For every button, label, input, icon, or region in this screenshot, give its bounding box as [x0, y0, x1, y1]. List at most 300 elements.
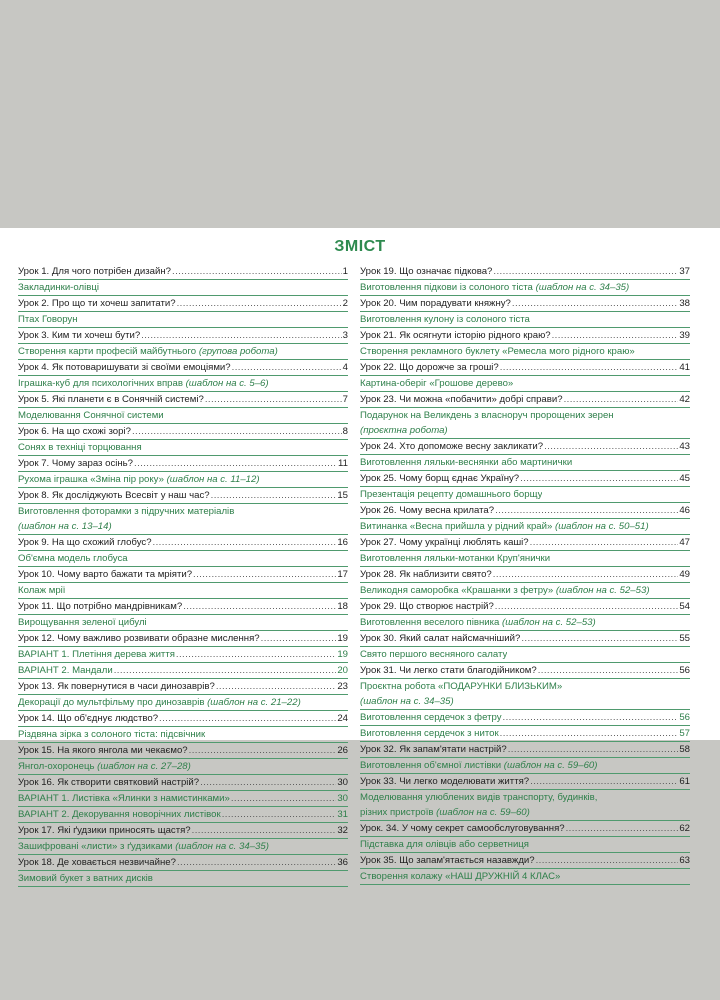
- toc-entry-title: Урок 30. Який салат найсмачніший?: [360, 633, 521, 644]
- toc-entry-title: Урок 23. Чи можна «побачити» добрі справи?: [360, 394, 563, 405]
- toc-line: [360, 312, 690, 327]
- toc-entry-lesson: [360, 264, 690, 280]
- toc-line: [18, 727, 348, 742]
- toc-entry-text: [18, 440, 142, 455]
- toc-line: [18, 392, 348, 407]
- toc-leader-dots: [216, 679, 337, 694]
- toc-line: [360, 837, 690, 852]
- toc-entry-lesson: [18, 456, 348, 472]
- toc-page-number: 46: [679, 505, 690, 516]
- toc-entry-lesson: [360, 503, 690, 519]
- toc-column-left: [18, 264, 348, 887]
- toc-entry-lesson: [360, 853, 690, 869]
- toc-entry-lesson: [18, 488, 348, 504]
- toc-line: [18, 839, 348, 854]
- toc-entry-activity: [360, 519, 690, 535]
- toc-entry-title: Урок 29. Що створює настрій?: [360, 601, 494, 612]
- toc-entry-lesson: [360, 392, 690, 408]
- toc-entry-text: [360, 392, 563, 407]
- toc-entry-subtext: різних пристроїв: [360, 807, 434, 818]
- toc-leader-dots: [566, 821, 679, 836]
- toc-entry-title: Виготовлення ляльки-мотанки Круп'янички: [360, 553, 551, 564]
- toc-entry-text: [18, 871, 153, 886]
- toc-entry-text: [360, 487, 542, 502]
- toc-page-number: 62: [679, 823, 690, 834]
- toc-entry-text: [18, 759, 191, 774]
- toc-entry-activity: [360, 376, 690, 392]
- toc-leader-dots: [521, 631, 678, 646]
- toc-entry-text: [360, 774, 529, 789]
- toc-line: [18, 759, 348, 774]
- toc-entry-text: [360, 631, 520, 646]
- toc-entry-variant: [18, 663, 348, 679]
- toc-entry-title: Урок 4. Як потоваришувати зі своїми емоціями?: [18, 362, 231, 373]
- toc-page-number: 47: [679, 537, 690, 548]
- toc-entry-subline: [360, 694, 690, 709]
- toc-entry-activity: [18, 615, 348, 631]
- toc-entry-title: Урок 17. Які ґудзики приносять щастя?: [18, 825, 191, 836]
- toc-page-number: 19: [337, 649, 348, 660]
- toc-entry-text: [18, 663, 113, 678]
- toc-page-number: 4: [342, 362, 348, 373]
- toc-leader-dots: [508, 742, 679, 757]
- toc-leader-dots: [205, 392, 342, 407]
- toc-entry-title: Рухома іграшка «Зміна пір року»: [18, 474, 164, 485]
- toc-entry-text: [360, 853, 535, 868]
- toc-entry-note: (групова робота): [198, 346, 278, 357]
- toc-entry-text: [18, 631, 260, 646]
- toc-entry-lesson: [18, 775, 348, 791]
- toc-entry-activity: [18, 759, 348, 775]
- toc-entry-title: Створення рекламного буклету «Ремесла мого рідного краю»: [360, 346, 635, 357]
- toc-leader-dots: [141, 328, 341, 343]
- toc-leader-dots: [132, 424, 342, 439]
- toc-entry-activity: [18, 376, 348, 392]
- toc-line: [360, 328, 690, 343]
- toc-line: [360, 869, 690, 884]
- toc-leader-dots: [512, 296, 678, 311]
- toc-entry-note: (шаблон на с. 21–22): [207, 697, 301, 708]
- toc-entry-text: [360, 408, 614, 423]
- toc-entry-title: Декорації до мультфільму про динозаврів: [18, 697, 205, 708]
- toc-entry-text: [18, 535, 152, 550]
- toc-entry-text: [360, 503, 494, 518]
- toc-entry-title: Сонях в техніці торцювання: [18, 442, 142, 453]
- toc-line: [360, 758, 690, 773]
- toc-page-number: 58: [679, 744, 690, 755]
- toc-entry-text: [18, 376, 269, 391]
- toc-entry-lesson: [18, 567, 348, 583]
- toc-entry-note: (шаблон на с. 52–53): [502, 617, 596, 628]
- toc-entry-title: Урок 7. Чому зараз осінь?: [18, 458, 134, 469]
- toc-line: [360, 774, 690, 789]
- toc-entry-text: [18, 855, 176, 870]
- toc-entry-title: Об'ємна модель глобуса: [18, 553, 128, 564]
- toc-page-number: 38: [679, 298, 690, 309]
- toc-line: [360, 567, 690, 582]
- toc-page-number: 43: [679, 441, 690, 452]
- toc-entry-text: [360, 296, 511, 311]
- toc-entry-activity: [18, 727, 348, 743]
- toc-entry-activity: [18, 408, 348, 424]
- toc-entry-lesson: [18, 599, 348, 615]
- toc-entry-activity: [18, 871, 348, 887]
- toc-entry-title: Зимовий букет з ватних дисків: [18, 873, 153, 884]
- toc-entry-title: Виготовлення об'ємної листівки: [360, 760, 502, 771]
- toc-entry-text: [18, 823, 191, 838]
- toc-entry-title: Колаж мрії: [18, 585, 66, 596]
- toc-leader-dots: [538, 663, 679, 678]
- toc-entry-text: [18, 711, 158, 726]
- toc-line: [18, 280, 348, 295]
- toc-entry-lesson: [18, 743, 348, 759]
- toc-leader-dots: [530, 774, 678, 789]
- toc-entry-text: [360, 869, 560, 884]
- toc-page-number: 7: [342, 394, 348, 405]
- toc-entry-text: [18, 328, 140, 343]
- toc-entry-activity: [360, 344, 690, 360]
- toc-entry-text: [360, 583, 650, 598]
- toc-entry-text: [18, 599, 182, 614]
- toc-entry-title: Подарунок на Великдень з власноруч пророщених зерен: [360, 410, 614, 421]
- toc-entry-title: Витинанка «Весна прийшла у рідний край»: [360, 521, 553, 532]
- toc-leader-dots: [495, 503, 678, 518]
- toc-entry-text: [360, 471, 519, 486]
- toc-entry-title: Урок 20. Чим порадувати княжну?: [360, 298, 511, 309]
- toc-leader-dots: [177, 855, 336, 870]
- toc-entry-title: Виготовлення підкови із солоного тіста: [360, 282, 533, 293]
- toc-line: [18, 504, 348, 519]
- toc-line: [18, 855, 348, 870]
- toc-leader-dots: [153, 535, 337, 550]
- toc-page-number: 63: [679, 855, 690, 866]
- toc-line: [18, 567, 348, 582]
- toc-page-number: 23: [337, 681, 348, 692]
- toc-entry-lesson: [18, 392, 348, 408]
- toc-line: [18, 743, 348, 758]
- toc-entry-title: Іграшка-куб для психологічних вправ: [18, 378, 183, 389]
- toc-leader-dots: [189, 743, 337, 758]
- toc-entry-title: Урок. 34. У чому секрет самообслуговування?: [360, 823, 565, 834]
- toc-entry-text: [18, 679, 215, 694]
- toc-leader-dots: [231, 791, 337, 806]
- toc-entry-text: [360, 439, 543, 454]
- toc-entry-title: Урок 15. На якого янгола ми чекаємо?: [18, 745, 188, 756]
- toc-entry-title: Урок 22. Що дорожче за гроші?: [360, 362, 499, 373]
- toc-entry-activity: [360, 615, 690, 631]
- toc-page-number: 49: [679, 569, 690, 580]
- toc-line: [18, 775, 348, 790]
- toc-entry-title: Урок 16. Як створити святковий настрій?: [18, 777, 200, 788]
- toc-entry-activity: [360, 758, 690, 774]
- toc-leader-dots: [530, 535, 679, 550]
- toc-entry-title: Виготовлення кулону із солоного тіста: [360, 314, 530, 325]
- toc-entry-title: Підставка для олівців або серветниця: [360, 839, 529, 850]
- toc-entry-title: Урок 1. Для чого потрібен дизайн?: [18, 266, 171, 277]
- toc-entry-text: [18, 743, 188, 758]
- toc-entry-title: Урок 5. Які планети є в Сонячній системі?: [18, 394, 204, 405]
- toc-entry-title: Урок 21. Як осягнути історію рідного краю?: [360, 330, 551, 341]
- toc-page-number: 15: [337, 490, 348, 501]
- toc-page-number: 8: [342, 426, 348, 437]
- toc-entry-lesson: [18, 631, 348, 647]
- toc-entry-lesson: [360, 663, 690, 679]
- toc-page-number: 56: [679, 712, 690, 723]
- toc-entry-text: [360, 710, 502, 725]
- toc-entry-title: Виготовлення веселого півника: [360, 617, 500, 628]
- toc-entry-title: Урок 12. Чому важливо розвивати образне мислення?: [18, 633, 260, 644]
- toc-entry-text: [18, 424, 131, 439]
- toc-leader-dots: [159, 711, 336, 726]
- page-title: ЗМІСТ: [334, 238, 386, 255]
- toc-page-number: 18: [337, 601, 348, 612]
- toc-line: [18, 456, 348, 471]
- toc-entry-title: Урок 28. Як наблизити свято?: [360, 569, 492, 580]
- toc-entry-title: Урок 2. Про що ти хочеш запитати?: [18, 298, 176, 309]
- toc-entry-title: Урок 11. Що потрібно мандрівникам?: [18, 601, 183, 612]
- toc-leader-dots: [200, 775, 336, 790]
- toc-entry-subtext: (проєктна робота): [360, 425, 448, 436]
- toc-entry-variant: [360, 710, 690, 726]
- toc-entry-activity: [18, 839, 348, 855]
- toc-entry-text: [360, 758, 597, 773]
- toc-entry-activity: [360, 312, 690, 328]
- toc-entry-text: [18, 312, 78, 327]
- toc-entry-activity: [360, 551, 690, 567]
- toc-line: [360, 551, 690, 566]
- toc-line: [360, 742, 690, 757]
- toc-entry-text: [18, 647, 175, 662]
- toc-line: [18, 376, 348, 391]
- toc-page-number: 61: [679, 776, 690, 787]
- toc-entry-text: [360, 599, 494, 614]
- toc-entry-title: Урок 24. Хто допоможе весну закликати?: [360, 441, 544, 452]
- toc-entry-text: [360, 551, 550, 566]
- toc-entry-activity: [18, 551, 348, 567]
- toc-line: [360, 726, 690, 741]
- toc-entry-lesson: [18, 360, 348, 376]
- toc-entry-text: [360, 647, 507, 662]
- toc-entry-lesson: [360, 535, 690, 551]
- toc-entry-lesson: [18, 424, 348, 440]
- toc-entry-title: ВАРІАНТ 2. Мандали: [18, 665, 113, 676]
- toc-entry-text: [360, 615, 596, 630]
- toc-entry-text: [360, 679, 562, 694]
- toc-entry-text: [18, 807, 221, 822]
- toc-entry-title: Урок 14. Що об'єднує людство?: [18, 713, 159, 724]
- toc-entry-note: (шаблон на с. 34–35): [175, 841, 269, 852]
- toc-entry-note: (шаблон на с. 27–28): [97, 761, 191, 772]
- toc-entry-title: Виготовлення фоторамки з підручних матеріалів: [18, 506, 235, 517]
- toc-page-number: 55: [679, 633, 690, 644]
- toc-entry-text: [18, 472, 260, 487]
- toc-line: [360, 821, 690, 836]
- toc-page-number: 1: [342, 266, 348, 277]
- toc-leader-dots: [500, 726, 679, 741]
- toc-line: [18, 424, 348, 439]
- toc-entry-title: Виготовлення сердечок з ниток: [360, 728, 499, 739]
- toc-entry-title: ВАРІАНТ 1. Листівка «Ялинки з намистинками»: [18, 793, 230, 804]
- toc-entry-title: Урок 19. Що означає підкова?: [360, 266, 493, 277]
- toc-entry-title: ВАРІАНТ 1. Плетіння дерева життя: [18, 649, 175, 660]
- toc-line: [18, 663, 348, 678]
- toc-entry-text: [18, 280, 99, 295]
- toc-entry-text: [18, 791, 230, 806]
- book-page: [0, 228, 720, 884]
- toc-entry-activity: [360, 408, 690, 439]
- toc-entry-note: (шаблон на с. 34–35): [535, 282, 630, 293]
- toc-leader-dots: [536, 853, 679, 868]
- toc-line: [18, 296, 348, 311]
- toc-entry-title: Створення карти професій майбутнього: [18, 346, 197, 357]
- toc-leader-dots: [564, 392, 679, 407]
- toc-entry-lesson: [360, 471, 690, 487]
- toc-line: [360, 663, 690, 678]
- toc-page-number: 19: [337, 633, 348, 644]
- toc-entry-activity: [18, 583, 348, 599]
- toc-line: [360, 599, 690, 614]
- toc-leader-dots: [222, 807, 337, 822]
- toc-page-number: 32: [337, 825, 348, 836]
- toc-entry-text: [360, 742, 507, 757]
- toc-leader-dots: [232, 360, 342, 375]
- toc-leader-dots: [172, 264, 342, 279]
- toc-page-number: 24: [337, 713, 348, 724]
- toc-page-number: 2: [342, 298, 348, 309]
- toc-leader-dots: [544, 439, 678, 454]
- toc-line: [18, 631, 348, 646]
- toc-entry-title: Урок 27. Чому українці люблять каші?: [360, 537, 529, 548]
- toc-entry-title: Створення колажу «НАШ ДРУЖНІЙ 4 КЛАС»: [360, 871, 561, 882]
- toc-entry-text: [18, 392, 204, 407]
- toc-entry-text: [18, 695, 301, 710]
- toc-line: [360, 535, 690, 550]
- toc-entry-text: [18, 360, 231, 375]
- toc-entry-text: [360, 328, 551, 343]
- toc-entry-title: Урок 18. Де ховається незвичайне?: [18, 857, 176, 868]
- toc-entry-lesson: [18, 328, 348, 344]
- toc-page-number: 3: [342, 330, 348, 341]
- toc-entry-text: [360, 312, 530, 327]
- toc-entry-activity: [360, 837, 690, 853]
- toc-entry-title: Урок 25. Чому борщ єднає Україну?: [360, 473, 520, 484]
- toc-entry-activity: [360, 280, 690, 296]
- toc-line: [360, 615, 690, 630]
- toc-entry-lesson: [18, 296, 348, 312]
- toc-entry-activity: [18, 504, 348, 535]
- toc-line: [18, 408, 348, 423]
- toc-entry-text: [360, 726, 499, 741]
- toc-entry-text: [18, 839, 269, 854]
- toc-entry-variant: [18, 791, 348, 807]
- toc-line: [18, 791, 348, 806]
- toc-line: [18, 360, 348, 375]
- toc-entry-activity: [18, 280, 348, 296]
- toc-leader-dots: [177, 296, 342, 311]
- toc-entry-lesson: [18, 679, 348, 695]
- toc-leader-dots: [493, 264, 678, 279]
- toc-entry-subline: [360, 423, 690, 438]
- toc-page-number: 39: [679, 330, 690, 341]
- toc-entry-note: (шаблон на с. 59–60): [503, 760, 598, 771]
- toc-entry-text: [18, 344, 278, 359]
- toc-entry-text: [360, 663, 537, 678]
- toc-line: [360, 790, 690, 805]
- toc-line: [360, 487, 690, 502]
- toc-entry-lesson: [360, 296, 690, 312]
- toc-entry-title: Зашифровані «листи» з ґудзиками: [18, 841, 173, 852]
- toc-entry-text: [18, 456, 133, 471]
- toc-entry-subtext: (шаблон на с. 13–14): [18, 521, 112, 532]
- toc-entry-title: Презентація рецепту домашнього борщу: [360, 489, 543, 500]
- toc-entry-title: ВАРІАНТ 2. Декорування новорічних листівок: [18, 809, 221, 820]
- toc-entry-activity: [18, 344, 348, 360]
- toc-entry-lesson: [18, 264, 348, 280]
- toc-line: [360, 853, 690, 868]
- toc-entry-lesson: [18, 823, 348, 839]
- toc-entry-title: Моделювання Сонячної системи: [18, 410, 164, 421]
- toc-page-number: 20: [337, 665, 348, 676]
- toc-line: [18, 679, 348, 694]
- toc-page-number: 42: [679, 394, 690, 405]
- toc-entry-variant: [18, 647, 348, 663]
- toc-line: [360, 296, 690, 311]
- toc-entry-activity: [18, 695, 348, 711]
- toc-entry-text: [18, 264, 171, 279]
- toc-line: [18, 535, 348, 550]
- toc-entry-lesson: [360, 328, 690, 344]
- toc-entry-text: [360, 519, 649, 534]
- toc-leader-dots: [134, 456, 337, 471]
- toc-line: [360, 344, 690, 359]
- toc-entry-title: Янгол-охоронець: [18, 761, 95, 772]
- toc-leader-dots: [503, 710, 679, 725]
- toc-line: [18, 472, 348, 487]
- toc-entry-subtext: (шаблон на с. 34–35): [360, 696, 454, 707]
- toc-entry-title: Урок 6. На що схожі зорі?: [18, 426, 131, 437]
- toc-line: [360, 408, 690, 423]
- toc-entry-title: Урок 32. Як запам'ятати настрій?: [360, 744, 507, 755]
- toc-entry-text: [360, 821, 565, 836]
- toc-entry-subline: [18, 519, 348, 534]
- toc-entry-activity: [360, 679, 690, 710]
- toc-entry-activity: [360, 790, 690, 821]
- toc-entry-title: Птах Говорун: [18, 314, 78, 325]
- toc-entry-title: Урок 33. Чи легко моделювати життя?: [360, 776, 530, 787]
- toc-entry-title: Проєктна робота «ПОДАРУНКИ БЛИЗЬКИМ»: [360, 681, 563, 692]
- toc-page-number: 57: [679, 728, 690, 739]
- toc-entry-text: [18, 551, 128, 566]
- toc-page-number: 45: [679, 473, 690, 484]
- toc-entry-text: [360, 344, 635, 359]
- toc-entry-text: [18, 296, 176, 311]
- toc-leader-dots: [495, 599, 679, 614]
- toc-entry-title: Свято першого весняного салату: [360, 649, 508, 660]
- toc-entry-text: [18, 727, 205, 742]
- toc-entry-title: Моделювання улюблених видів транспорту, будинків,: [360, 792, 598, 803]
- toc-line: [18, 871, 348, 886]
- toc-entry-title: Урок 3. Ким ти хочеш бути?: [18, 330, 141, 341]
- toc-line: [18, 647, 348, 662]
- toc-page-number: 36: [337, 857, 348, 868]
- toc-entry-note: (шаблон на с. 11–12): [166, 474, 260, 485]
- toc-entry-lesson: [360, 742, 690, 758]
- toc-entry-text: [360, 376, 513, 391]
- toc-leader-dots: [114, 663, 337, 678]
- toc-page-number: 30: [337, 793, 348, 804]
- toc-entry-lesson: [360, 631, 690, 647]
- toc-entry-text: [360, 535, 529, 550]
